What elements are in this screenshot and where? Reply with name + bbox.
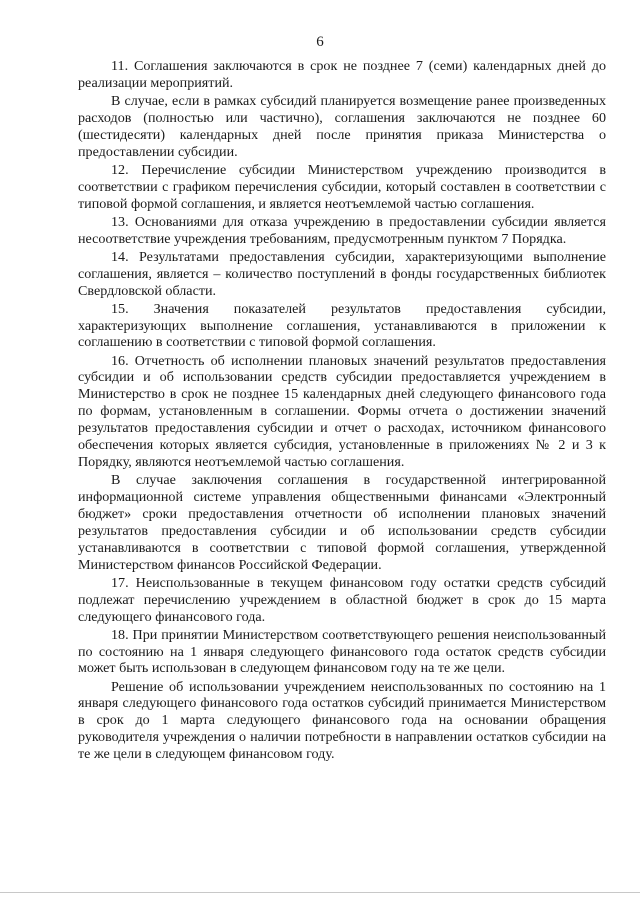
paragraph-11-continuation: В случае, если в рамках субсидий планируется возмещение ранее произведенных расходов (полностью или частично), соглашения заключаются не позднее 60 (шестидесяти) календарных дней после принятия приказа Министерства о предоставлении субсидии. xyxy=(78,93,606,160)
paragraph-16: 16. Отчетность об исполнении плановых значений результатов предоставления субсидии и об использовании средств субсидии предоставляется учреждением в Министерство в срок не позднее 15 календарных дней следующего финансового года по формам, установленным в соглашении. Формы отчета о достижении значений результатов предоставления субсидии и отчет о расходах, источником финансового обеспечения которых является субсидия, установленные в приложениях № 2 и 3 к Порядку, являются неотъемлемой частью соглашения. xyxy=(78,352,606,470)
paragraph-15: 15. Значения показателей результатов предоставления субсидии, характеризующих выполнение соглашения, устанавливаются в приложении к соглашению в соответствии с типовой формой соглашения. xyxy=(78,300,606,351)
page-number: 6 xyxy=(316,34,324,50)
paragraph-16-continuation: В случае заключения соглашения в государственной интегрированной информационной системе управления общественными финансами «Электронный бюджет» сроки предоставления отчетности об исполнении плановых значений результатов предоставления субсидии и об использовании средств субсидии устанавливаются в соответствии с типовой формой соглашения, утвержденной Министерством финансов Российской Федерации. xyxy=(78,472,606,573)
paragraph-14: 14. Результатами предоставления субсидии, характеризующими выполнение соглашения, является – количество поступлений в фонды государственных библиотек Свердловской области. xyxy=(78,248,606,299)
paragraph-17: 17. Неиспользованные в текущем финансовом году остатки средств субсидий подлежат перечислению учреждением в областной бюджет в срок до 15 марта следующего финансового года. xyxy=(78,574,606,625)
paragraph-18-continuation: Решение об использовании учреждением неиспользованных по состоянию на 1 января следующего финансового года остатков субсидий принимается Министерством в срок до 1 марта следующего финансового года на основании обращения руководителя учреждения о наличии потребности в направлении остатков субсидии на те же цели в следующем финансовом году. xyxy=(78,678,606,763)
paragraph-13: 13. Основаниями для отказа учреждению в предоставлении субсидии является несоответствие учреждения требованиям, предусмотренным пунктом 7 Порядка. xyxy=(78,213,606,247)
document-body xyxy=(78,58,606,764)
paragraph-12: 12. Перечисление субсидии Министерством учреждению производится в соответствии с графиком перечисления субсидии, который составлен в соответствии с типовой формой соглашения, и является неотъемлемой частью соглашения. xyxy=(78,161,606,212)
paragraph-18: 18. При принятии Министерством соответствующего решения неиспользованный по состоянию на 1 января следующего финансового года остаток средств субсидии может быть использован в следующем финансовом году на те же цели. xyxy=(78,626,606,677)
paragraph-11: 11. Соглашения заключаются в срок не позднее 7 (семи) календарных дней до реализации мероприятий. xyxy=(78,58,606,91)
scan-edge-line xyxy=(0,892,640,893)
